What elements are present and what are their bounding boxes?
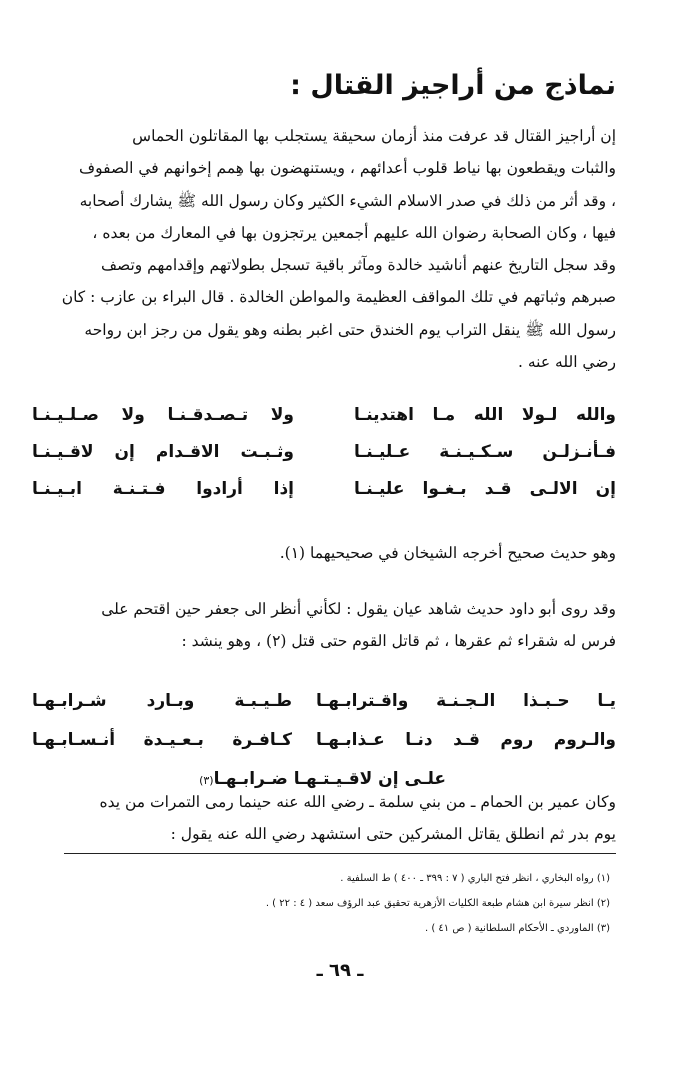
footnote-divider: [64, 853, 616, 854]
page-number: ـ ٦٩ ـ: [316, 960, 364, 981]
footnote: (٣) الماوردي ـ الأحكام السلطانية ( ص ٤١ ) .: [424, 923, 610, 934]
verse-first-hemistich: فـأنـزلـن سـكـيـنـة عـليـنـا: [354, 442, 616, 462]
text-line: وكان عمير بن الحمام ـ من بني سلمة ـ رضي الله عنه حينما رمى التمرات من يده: [99, 793, 616, 811]
section-heading: نماذج من أراجيز القتال :: [290, 70, 616, 101]
umair-paragraph: [56, 786, 616, 851]
footnote: (١) رواه البخاري ، انظر فتح الباري ( ٧ : ٣٩٩ ـ ٤٠٠ ) ط السلفية .: [340, 873, 610, 884]
text-line: وقد سجل التاريخ عنهم أناشيد خالدة ومآثر باقية تسجل بطولاتهم وإقدامهم وتصف: [100, 256, 616, 275]
poem-verse: [32, 682, 616, 721]
verse-second-hemistich: كـافـرة بـعـيـدة أنـسـابـهـا: [32, 730, 292, 750]
verse-first-hemistich: والله لـولا الله مـا اهتدينـا: [354, 405, 616, 425]
text-line: رسول الله ﷺ ينقل التراب يوم الخندق حتى اغبر بطنه وهو يقول من رجز ابن رواحه: [84, 320, 616, 339]
verse-first-hemistich: والـروم روم قـد دنـا عـذابـهـا: [316, 730, 616, 750]
footnote: (٢) انظر سيرة ابن هشام طبعة الكليات الأزهرية تحقيق عبد الرؤف سعد ( ٤ : ٢٢ ) .: [265, 898, 610, 909]
poem-verse: [32, 397, 616, 434]
text-line: وقد روى أبو داود حديث شاهد عيان يقول : لكأني أنظر الى جعفر حين اقتحم على: [101, 600, 616, 618]
footnotes: [64, 866, 610, 941]
verse-second-hemistich: طـيـبـة وبـارد شـرابـهـا: [32, 691, 292, 711]
rajaz-poem-jafar: [32, 682, 616, 799]
text-line: فيها ، وكان الصحابة رضوان الله عليهم أجمعين يرتجزون بها في المعارك من بعده ،: [92, 223, 616, 242]
text-line: والثبات ويقطعون بها نياط قلوب أعدائهم ، ويستنهضون بها هِمم إخوانهم في الصفوف: [79, 159, 616, 178]
verse-second-hemistich: ولا تـصـدقـنـا ولا صـلـيـنـا: [32, 405, 294, 425]
rajaz-poem-ibn-rawaha: [32, 397, 616, 508]
poem-verse: [32, 721, 616, 760]
text-line: إن أراجيز القتال قد عرفت منذ أزمان سحيقة يستجلب بها المقاتلون الحماس: [132, 127, 616, 145]
footnote-reference: (٣): [199, 774, 214, 787]
text-line: وهو حديث صحيح أخرجه الشيخان في صحيحيهما (١).: [279, 544, 616, 562]
text-line: ، وقد أثر من ذلك في صدر الاسلام الشيء الكثير وكان رسول الله ﷺ يشارك أصحابه: [79, 191, 616, 210]
abu-dawud-paragraph: [56, 593, 616, 658]
hadith-note: [56, 537, 616, 569]
verse-last-text: علـى إن لاقـيـتـهـا ضـرابـهـا: [213, 769, 446, 789]
poem-verse: [32, 434, 616, 471]
poem-verse: [32, 471, 616, 508]
verse-first-hemistich: إن الالـى قـد بـغـوا عليـنـا: [354, 479, 616, 499]
text-line: يوم بدر ثم انطلق يقاتل المشركين حتى استشهد رضي الله عنه يقول :: [170, 825, 616, 844]
verse-second-hemistich: وثـبـت الاقـدام إن لاقـيـنـا: [32, 442, 294, 462]
verse-first-hemistich: يـا حـبـذا الـجـنـة واقـترابـهـا: [316, 691, 616, 711]
intro-paragraph: [56, 120, 616, 378]
verse-second-hemistich: إذا أرادوا فـتـنـة ابـيـنـا: [32, 479, 294, 499]
text-line: رضي الله عنه .: [518, 353, 616, 372]
text-line: فرس له شقراء ثم عقرها ، ثم قاتل القوم حتى قتل (٢) ، وهو ينشد :: [181, 632, 616, 651]
text-line: صبرهم وثباتهم في تلك المواقف العظيمة والمواطن الخالدة . قال البراء بن عازب : كان: [61, 288, 616, 307]
